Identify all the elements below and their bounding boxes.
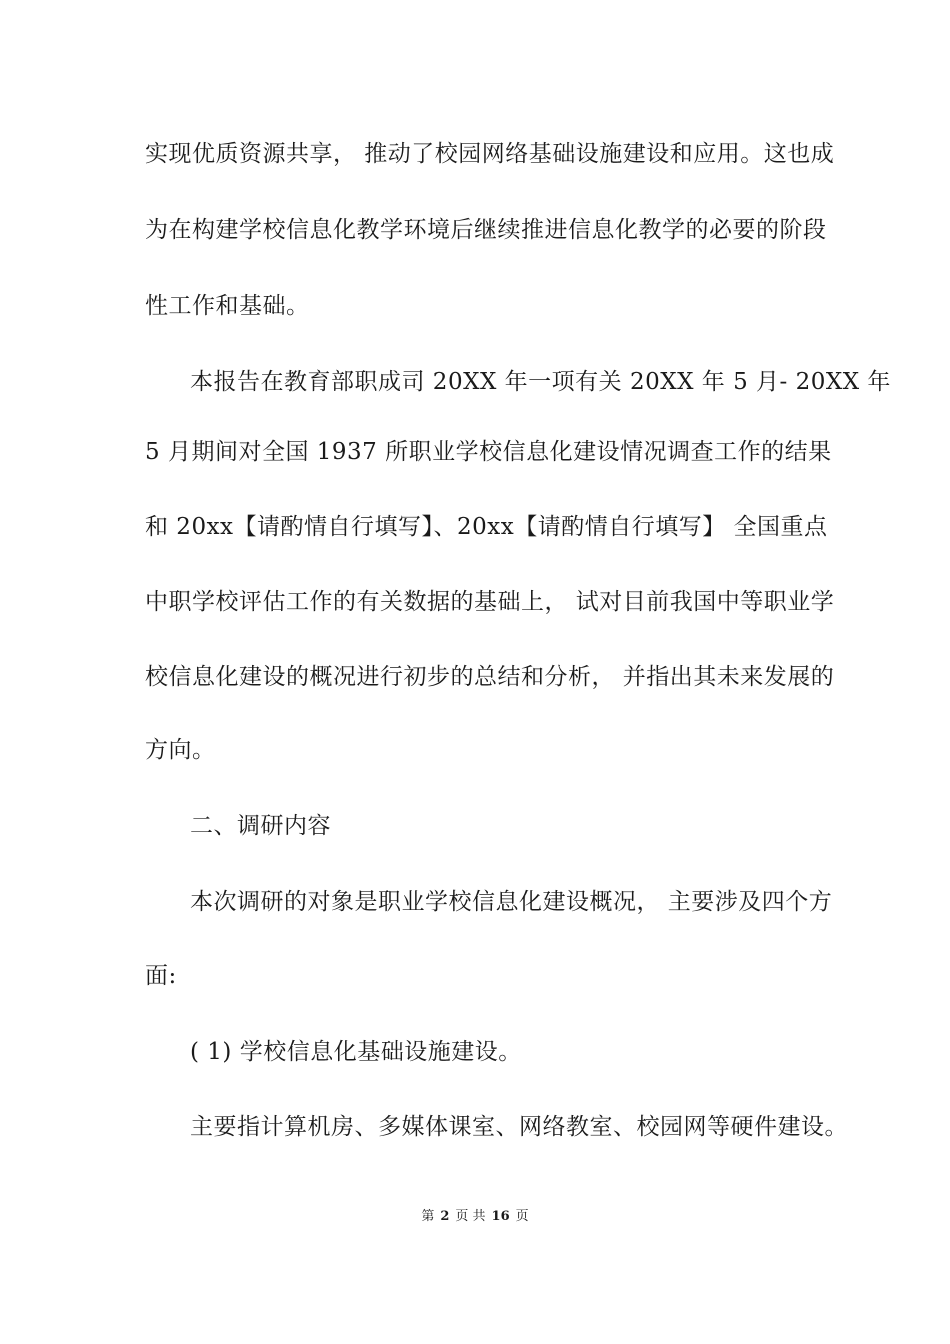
paragraph-line: 面: [145, 963, 177, 989]
footer-prefix: 第 [421, 1209, 435, 1224]
list-item: ( 1) 学校信息化基础设施建设。 [190, 1039, 522, 1065]
total-pages-number: 16 [491, 1209, 510, 1224]
paragraph-line: 本报告在教育部职成司 20XX 年一项有关 20XX 年 5 月- 20XX 年 [190, 369, 891, 395]
page-footer [0, 1208, 950, 1226]
paragraph-line: 为在构建学校信息化教学环境后继续推进信息化教学的必要的阶段 [145, 217, 827, 243]
paragraph-line: 和 20xx【请酌情自行填写】、20xx【请酌情自行填写】 全国重点 [145, 514, 828, 540]
paragraph-line: 性工作和基础。 [145, 293, 310, 319]
footer-suffix: 页 [515, 1209, 529, 1224]
paragraph-line: 实现优质资源共享， 推动了校园网络基础设施建设和应用。这也成 [145, 141, 835, 167]
current-page-number: 2 [440, 1209, 450, 1224]
paragraph-line: 校信息化建设的概况进行初步的总结和分析， 并指出其未来发展的 [145, 664, 835, 690]
section-heading: 二、调研内容 [190, 813, 331, 839]
paragraph-line: 方向。 [145, 737, 216, 763]
paragraph-line: 主要指计算机房、多媒体课室、网络教室、校园网等硬件建设。 [190, 1114, 848, 1140]
paragraph-line: 本次调研的对象是职业学校信息化建设概况， 主要涉及四个方 [190, 889, 833, 915]
footer-middle: 页 共 [455, 1209, 486, 1224]
paragraph-line: 中职学校评估工作的有关数据的基础上， 试对目前我国中等职业学 [145, 589, 835, 615]
paragraph-line: 5 月期间对全国 1937 所职业学校信息化建设情况调查工作的结果 [145, 439, 832, 465]
